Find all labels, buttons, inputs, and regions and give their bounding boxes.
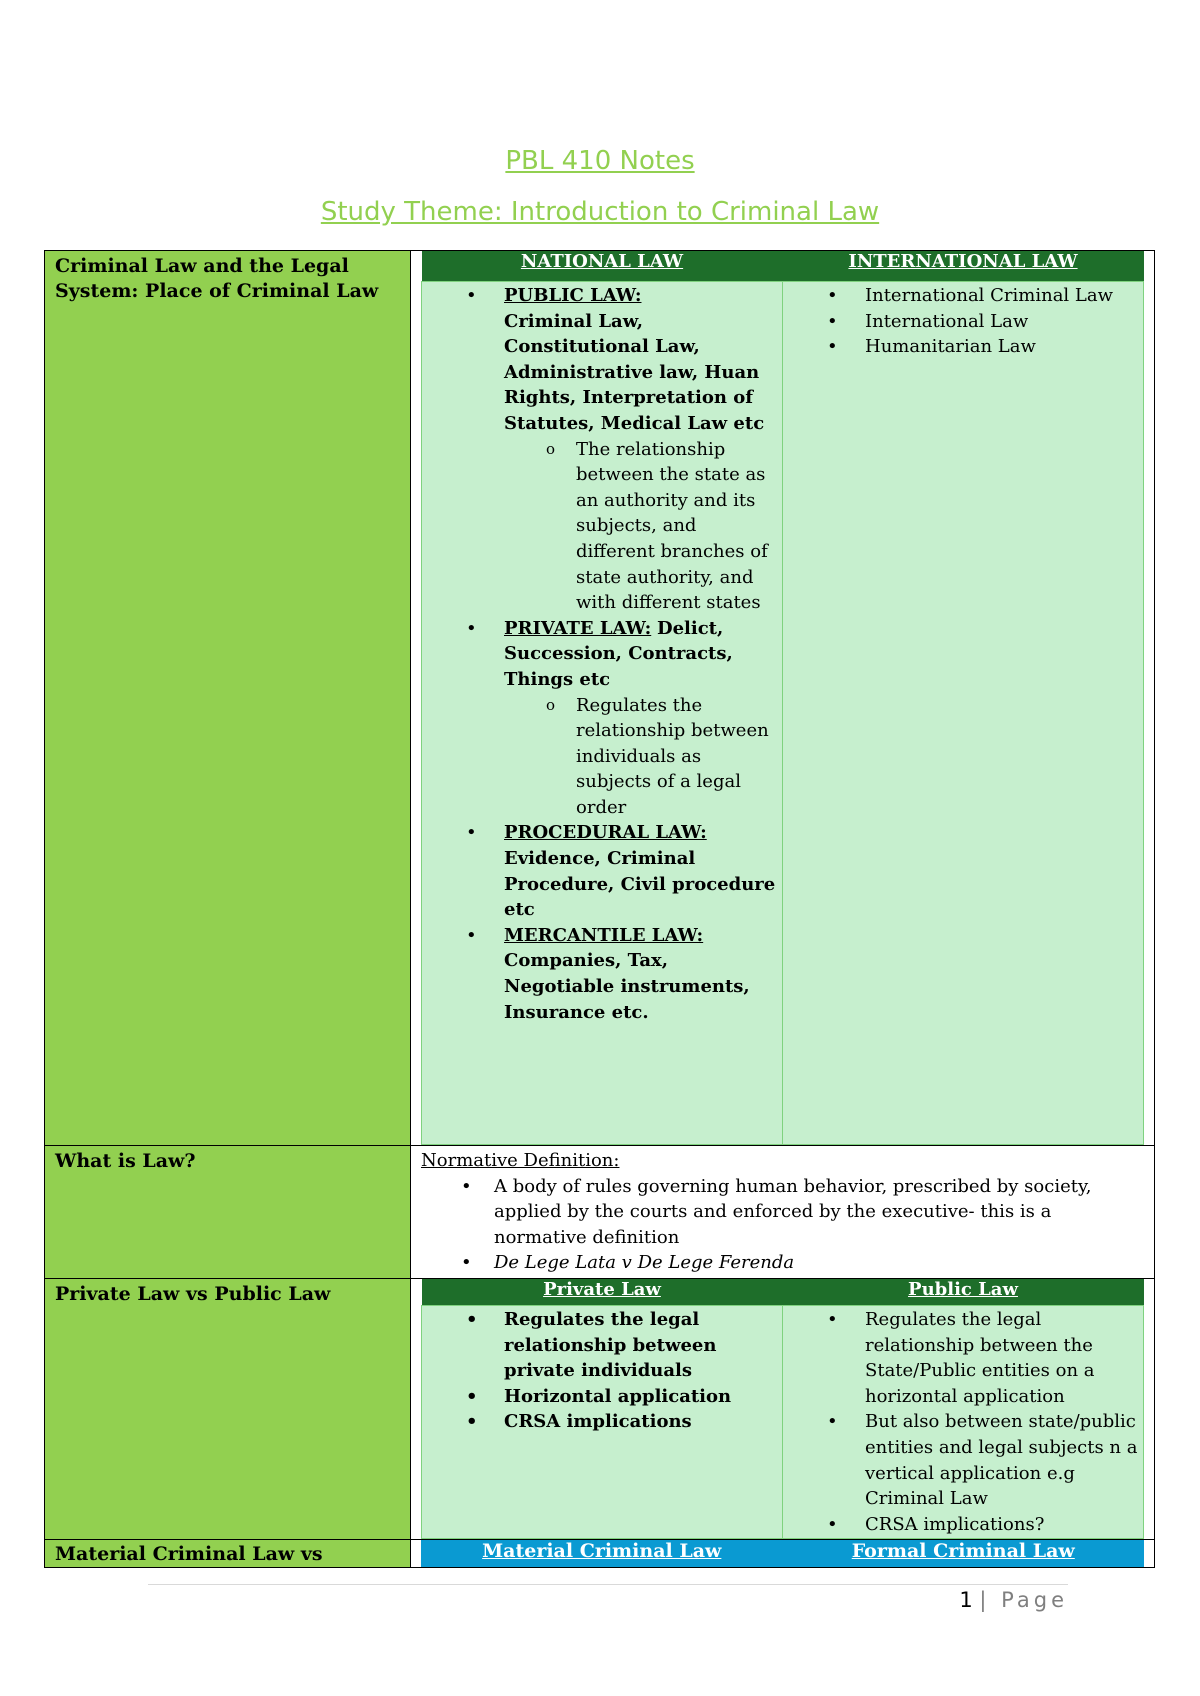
formal-criminal-law-header: Formal Criminal Law — [783, 1540, 1145, 1567]
material-criminal-law-header: Material Criminal Law — [421, 1540, 783, 1567]
list-item: • CRSA implications? — [787, 1512, 1139, 1538]
list-item: • A body of rules governing human behavior, prescribed by society, applied by the courts and enforced by the executive- this is a normative definition — [421, 1174, 1144, 1251]
international-law-cell — [783, 282, 1144, 1145]
list-item: • Regulates the legal relationship between the State/Public entities on a horizontal application — [787, 1307, 1139, 1409]
footer-divider — [148, 1584, 1068, 1585]
national-law-cell — [422, 282, 783, 1145]
list-item: o The relationship between the state as an authority and its subjects, and different branches of state authority, and with different states — [426, 437, 778, 616]
private-public-table — [421, 1279, 1144, 1539]
public-law-cell — [783, 1305, 1144, 1538]
procedural-law-title: PROCEDURAL LAW: — [504, 822, 707, 844]
public-law-items: Criminal Law, Constitutional Law, Administrative law, Huan Rights, Interpretation of Statutes, Medical Law etc — [504, 310, 765, 434]
notes-table — [44, 250, 1155, 1568]
list-item: • Humanitarian Law — [787, 334, 1139, 360]
list-item: • De Lege Lata v De Lege Ferenda — [421, 1250, 1144, 1276]
row-content — [411, 1540, 1155, 1568]
list-item — [426, 616, 778, 693]
list-item: • CRSA implications — [426, 1409, 778, 1435]
table-row — [45, 1278, 1155, 1539]
list-item: • International Criminal Law — [787, 283, 1139, 309]
private-law-cell — [422, 1305, 783, 1538]
national-law-header: NATIONAL LAW — [422, 251, 783, 282]
mercantile-law-title: MERCANTILE LAW: — [504, 924, 704, 946]
private-law-header: Private Law — [422, 1279, 783, 1306]
list-item: • International Law — [787, 309, 1139, 335]
normative-definition-title: Normative Definition: — [421, 1150, 620, 1171]
table-row — [45, 1540, 1155, 1568]
row-label: Material Criminal Law vs — [45, 1540, 411, 1568]
private-law-title: PRIVATE LAW: — [504, 617, 652, 639]
page-number: 1 — [959, 1588, 973, 1612]
private-law-items: Delict, Succession, Contracts, Things etc — [504, 617, 733, 690]
public-law-title: PUBLIC LAW: — [504, 285, 642, 306]
list-item — [426, 283, 778, 437]
international-law-header: INTERNATIONAL LAW — [783, 251, 1144, 282]
table-row — [45, 251, 1155, 1146]
page-title: PBL 410 Notes — [505, 146, 695, 176]
list-item — [426, 820, 778, 922]
list-item: • Horizontal application — [426, 1384, 778, 1410]
list-item: • But also between state/public entities and legal subjects n a vertical application e.g Criminal Law — [787, 1409, 1139, 1511]
row-content — [411, 251, 1155, 1146]
list-item: o Regulates the relationship between individuals as subjects of a legal order — [426, 693, 778, 821]
study-theme-subtitle: Study Theme: Introduction to Criminal Law — [320, 197, 880, 227]
page-footer — [959, 1588, 1068, 1612]
list-item: • Regulates the legal relationship between private individuals — [426, 1307, 778, 1384]
list-item — [426, 923, 778, 1025]
mercantile-law-items: Companies, Tax, Negotiable instruments, Insurance etc. — [504, 950, 750, 1023]
table-row — [45, 1146, 1155, 1279]
row-content — [411, 1146, 1155, 1279]
row-label: Criminal Law and the Legal System: Place of Criminal Law — [45, 251, 411, 1146]
national-international-table — [421, 251, 1144, 1145]
procedural-law-items: Evidence, Criminal Procedure, Civil procedure etc — [504, 848, 776, 921]
page-label: | Page — [979, 1588, 1068, 1612]
row-label: Private Law vs Public Law — [45, 1278, 411, 1539]
public-law-header: Public Law — [783, 1279, 1144, 1306]
row-label: What is Law? — [45, 1146, 411, 1279]
material-formal-table — [421, 1540, 1144, 1567]
row-content — [411, 1278, 1155, 1539]
